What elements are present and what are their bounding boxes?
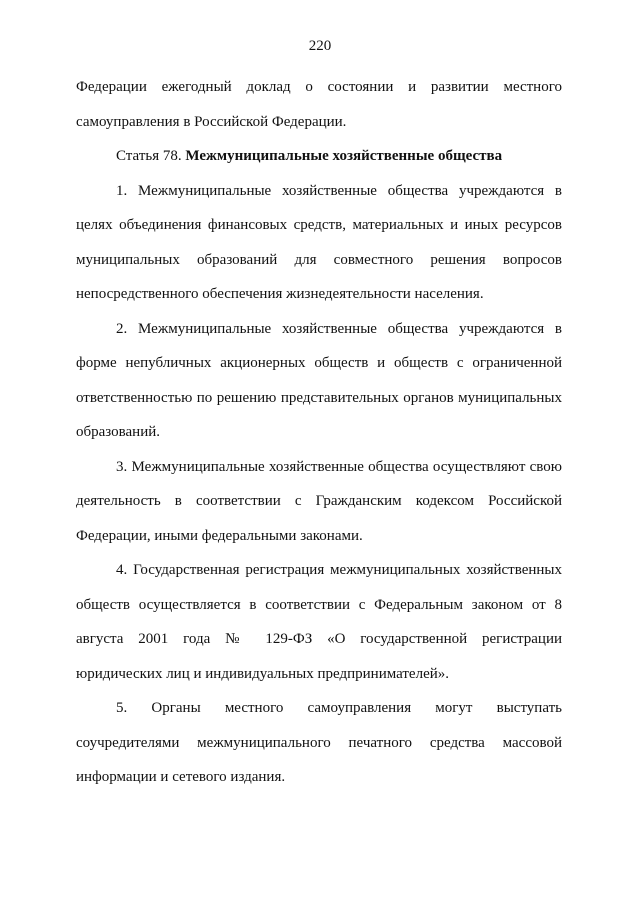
paragraph-4: 4. Государственная регистрация межмуниципальных хозяйственных обществ осуществляется в соответствии с Федеральным законом от 8 августа 2001 года № 129-ФЗ «О государственной регистрации юридических лиц и индивидуальных предпринимателей». — [76, 562, 562, 682]
article-label: Статья 78. — [116, 148, 182, 164]
paragraph-2: 2. Межмуниципальные хозяйственные общества учреждаются в форме непубличных акционерных обществ и обществ с ограниченной ответственностью по решению представительных органов муниципальных образований. — [76, 320, 562, 440]
article-heading — [76, 139, 562, 174]
article-title: Межмуниципальные хозяйственные общества — [185, 148, 503, 164]
paragraph-5: 5. Органы местного самоуправления могут выступать соучредителями межмуниципального печатного средства массовой информации и сетевого издания. — [76, 700, 562, 785]
intro-paragraph: Федерации ежегодный доклад о состоянии и развитии местного самоуправления в Российской Федерации. — [76, 79, 562, 130]
document-body — [76, 70, 562, 795]
paragraph-1: 1. Межмуниципальные хозяйственные общества учреждаются в целях объединения финансовых средств, материальных и иных ресурсов муниципальных образований для совместного решения вопросов непосредственного обеспечения жизнедеятельности населения. — [76, 182, 562, 302]
page-number: 220 — [308, 38, 332, 54]
paragraph-3: 3. Межмуниципальные хозяйственные общества осуществляют свою деятельность в соответствии с Гражданским кодексом Российской Федерации, иными федеральными законами. — [76, 458, 562, 544]
